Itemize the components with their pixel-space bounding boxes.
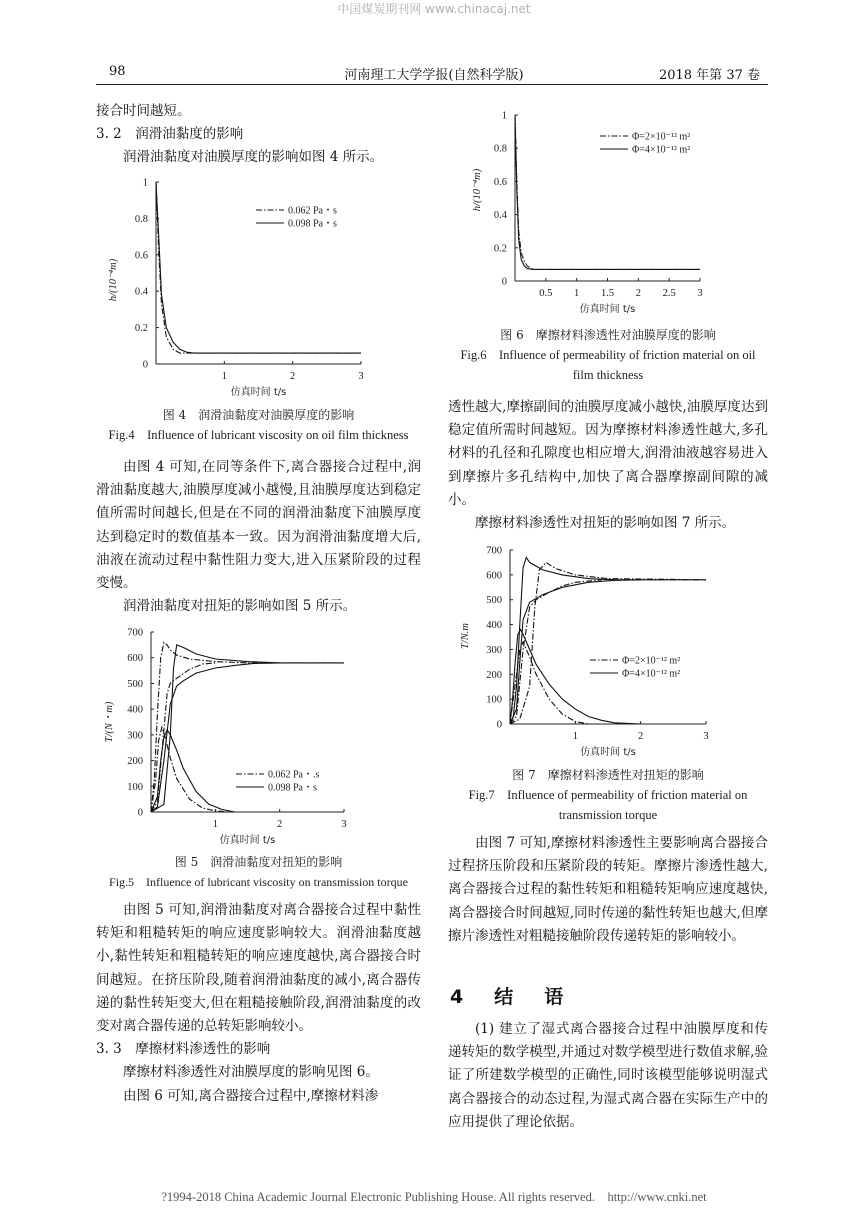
section-4-title: 4 结 语 <box>450 986 570 1008</box>
series-line <box>151 730 235 812</box>
figure-5-caption-cn: 图 5 润滑油黏度对扭矩的影响 <box>174 855 343 869</box>
watermark: 中国煤炭期刊网 www.chinacaj.net <box>337 2 531 16</box>
y-tick-label: 500 <box>486 595 502 607</box>
paragraph: 摩擦材料渗透性对油膜厚度的影响见图 6。 <box>123 1064 379 1081</box>
series-line <box>510 642 588 724</box>
figure-6-caption-cn: 图 6 摩擦材料渗透性对油膜厚度的影响 <box>500 328 716 342</box>
right-column-mid <box>448 832 768 948</box>
right-column-bottom <box>448 1018 768 1134</box>
paragraph: 由图 4 可知,在同等条件下,离合器接合过程中,润滑油黏度越大,油膜厚度减小越慢,且油膜厚度达到稳定值所需时间越长,但是在不同的润滑油黏度下油膜厚度达到稳定时的数值基本一致。因为润滑油黏度增大后,油液在流动过程中黏性阻力变大,进入压紧阶段的过程变慢。 <box>96 459 421 592</box>
x-tick-label: 1 <box>572 731 578 742</box>
x-tick-label: 2 <box>638 731 644 742</box>
y-axis-label: T/N.m <box>460 623 471 649</box>
figure-4-caption <box>96 405 421 445</box>
section-heading-3-3: 3. 3 摩擦材料渗透性的影响 <box>96 1041 271 1058</box>
figure-5-chart <box>96 622 421 854</box>
paragraph: 摩擦材料渗透性对扭矩的影响如图 7 所示。 <box>475 515 736 532</box>
figure-7-caption-en-2: transmission torque <box>558 808 658 822</box>
legend-label: 0.098 Pa・s <box>268 782 317 794</box>
figure-6-caption-en-2: film thickness <box>572 368 644 382</box>
y-tick-label: 400 <box>486 620 502 632</box>
y-tick-label: 0.4 <box>493 210 507 222</box>
x-tick-label: 3 <box>703 731 709 742</box>
y-tick-label: 0.2 <box>493 243 507 255</box>
legend-label: Φ=2×10⁻¹² m² <box>632 131 691 143</box>
y-axis-label: h/(10⁻⁴m) <box>108 258 119 302</box>
figure-6-chart <box>448 100 768 322</box>
paragraph: 由图 6 可知,离合器接合过程中,摩擦材料渗 <box>123 1087 379 1104</box>
figure-7-caption <box>448 765 768 825</box>
x-tick-label: 3 <box>697 288 703 299</box>
y-tick-label: 100 <box>127 781 143 793</box>
figure-5-caption-en: Fig.5 Influence of lubricant viscosity on transmission torque <box>109 875 408 889</box>
paragraph: 润滑油黏度对油膜厚度的影响如图 4 所示。 <box>123 149 384 166</box>
right-column-top <box>448 396 768 535</box>
journal-title: 河南理工大学学报(自然科学版) <box>344 68 524 83</box>
figure-7-caption-cn: 图 7 摩擦材料渗透性对扭矩的影响 <box>512 768 704 782</box>
figure-4-caption-cn: 图 4 润滑油黏度对油膜厚度的影响 <box>162 408 355 422</box>
x-tick-label: 1.5 <box>600 288 615 299</box>
x-tick-label: 1 <box>221 371 227 382</box>
x-tick-label: 2 <box>277 819 283 830</box>
x-tick-label: 3 <box>341 819 347 830</box>
left-column-top <box>96 100 421 170</box>
y-tick-label: 1 <box>501 110 507 122</box>
y-tick-label: 400 <box>127 704 143 716</box>
section-heading-3-2: 3. 2 润滑油黏度的影响 <box>96 126 244 143</box>
y-tick-label: 0.2 <box>134 323 148 335</box>
header-rule <box>96 84 768 85</box>
paragraph: 透性越大,摩擦副间的油膜厚度减小越快,油膜厚度达到稳定值所需时间越短。因为摩擦材料渗透性越大,多孔材料的孔径和孔隙度也相应增大,润滑油液越容易进入到摩擦片多孔结构中,加快了离合器摩擦副间隙的减小。 <box>448 399 768 508</box>
figure-4-chart <box>96 170 421 405</box>
paragraph: 由图 7 可知,摩擦材料渗透性主要影响离合器接合过程挤压阶段和压紧阶段的转矩。摩擦片渗透性越大,离合器接合过程的黏性转矩和粗糙转矩响应速度越快,离合器接合时间越短,同时传递的黏性转矩也越大,但摩擦片渗透性对粗糙接触阶段传递转矩的影响较小。 <box>448 835 768 944</box>
figure-7-caption-en-1: Fig.7 Influence of permeability of friction material on <box>468 788 748 802</box>
y-tick-label: 100 <box>486 694 502 706</box>
y-tick-label: 700 <box>486 545 502 557</box>
y-tick-label: 300 <box>127 730 143 742</box>
y-tick-label: 300 <box>486 644 502 656</box>
y-tick-label: 0.8 <box>493 143 507 155</box>
y-tick-label: 0.6 <box>134 250 148 262</box>
x-axis-label: 仿真时间 t/s <box>219 835 276 846</box>
copyright-footer: ?1994-2018 China Academic Journal Electronic Publishing House. All rights reserved. http://www.cnki.net <box>161 1190 707 1204</box>
y-axis-label: T/(N・m) <box>104 701 115 743</box>
x-tick-label: 2 <box>290 371 296 382</box>
y-axis-label: h/(10⁻⁴m) <box>472 168 483 212</box>
x-tick-label: 1 <box>574 288 580 299</box>
y-tick-label: 0 <box>496 719 502 731</box>
y-tick-label: 500 <box>127 678 143 690</box>
series-line <box>510 558 706 725</box>
legend-label: 0.062 Pa・.s <box>268 769 320 781</box>
y-tick-label: 200 <box>127 756 143 768</box>
left-column-mid <box>96 456 421 618</box>
figure-6-caption-en-1: Fig.6 Influence of permeability of friction material on oil <box>460 348 756 362</box>
y-tick-label: 200 <box>486 669 502 681</box>
y-tick-label: 0.4 <box>134 286 148 298</box>
legend-label: 0.062 Pa・s <box>288 205 337 217</box>
figure-6-caption <box>448 325 768 385</box>
legend-label: Φ=4×10⁻¹² m² <box>632 144 691 156</box>
x-axis-label: 仿真时间 t/s <box>580 747 636 758</box>
y-tick-label: 0 <box>501 276 507 288</box>
left-column-bottom <box>96 899 421 1108</box>
x-tick-label: 1 <box>212 819 218 830</box>
paragraph: (1) 建立了湿式离合器接合过程中油膜厚度和传递转矩的数学模型,并通过对数学模型进行数值求解,验证了所建数学模型的正确性,同时该模型能够说明湿式离合器接合的动态过程,为湿式离合器在实际生产中的应用提供了理论依据。 <box>448 1021 768 1130</box>
section-heading-4 <box>450 982 569 1009</box>
y-tick-label: 0 <box>142 359 148 371</box>
x-tick-label: 3 <box>358 371 364 382</box>
page-number: 98 <box>109 64 126 79</box>
legend-label: 0.098 Pa・s <box>288 218 337 230</box>
y-tick-label: 700 <box>127 627 143 639</box>
figure-7-chart <box>448 540 768 762</box>
legend-label: Φ=2×10⁻¹² m² <box>622 655 681 667</box>
figure-4-caption-en: Fig.4 Influence of lubricant viscosity on oil film thickness <box>108 428 409 442</box>
series-line <box>510 580 641 724</box>
x-axis-label: 仿真时间 t/s <box>579 304 636 315</box>
paragraph: 接合时间越短。 <box>96 103 191 119</box>
legend-label: Φ=4×10⁻¹² m² <box>622 668 681 680</box>
x-tick-label: 0.5 <box>539 288 553 299</box>
figure-5-caption <box>96 852 421 892</box>
x-tick-label: 2.5 <box>662 288 676 299</box>
y-tick-label: 600 <box>127 653 143 665</box>
y-tick-label: 1 <box>142 177 148 189</box>
y-tick-label: 0 <box>137 807 143 819</box>
x-tick-label: 2 <box>635 288 641 299</box>
y-tick-label: 0.6 <box>493 176 507 188</box>
y-tick-label: 0.8 <box>134 213 148 225</box>
paragraph: 润滑油黏度对扭矩的影响如图 5 所示。 <box>123 598 357 615</box>
series-line <box>510 562 706 724</box>
series-line <box>510 580 602 724</box>
issue-info: 2018 年第 37 卷 <box>658 68 760 83</box>
y-tick-label: 600 <box>486 570 502 582</box>
x-axis-label: 仿真时间 t/s <box>230 387 287 398</box>
paragraph: 由图 5 可知,润滑油黏度对离合器接合过程中黏性转矩和粗糙转矩的响应速度影响较大。润滑油黏度越小,黏性转矩和粗糙转矩的响应速度越快,离合器接合时间越短。在挤压阶段,随着润滑油黏度的减小,离合器传递的黏性转矩变大,但在粗糙接触阶段,润滑油黏度的改变对离合器传递的总转矩影响较小。 <box>96 902 421 1035</box>
